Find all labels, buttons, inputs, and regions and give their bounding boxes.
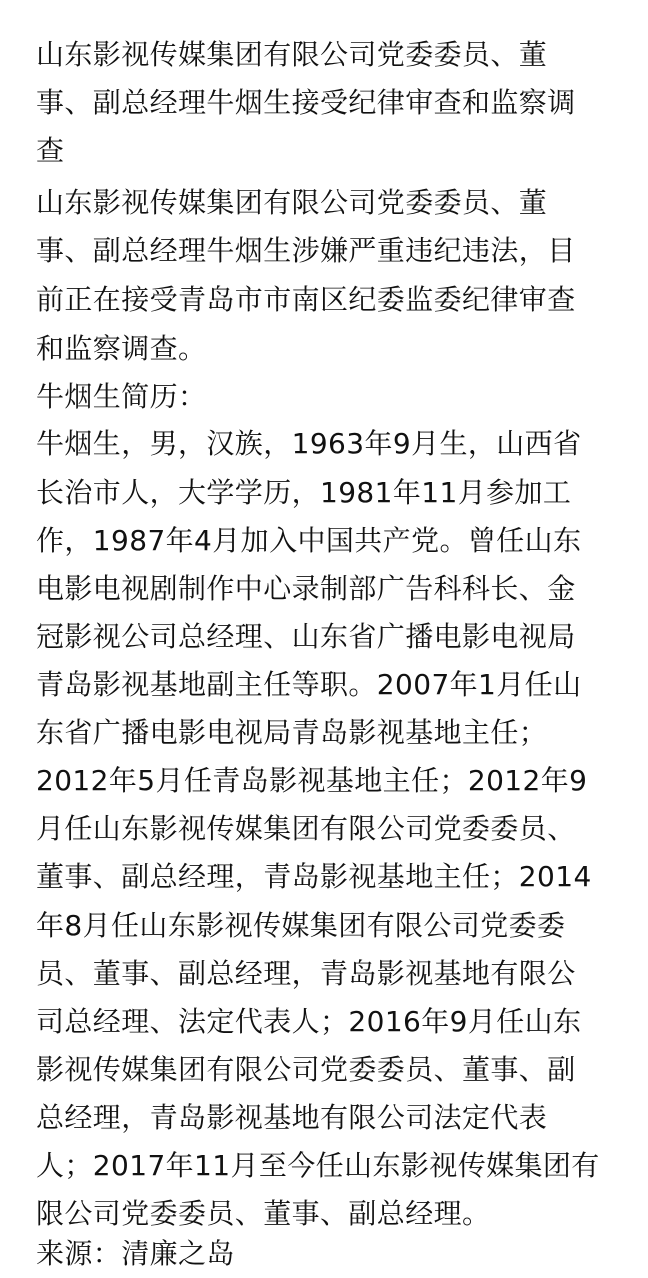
- bio-line: 员、董事、副总经理，青岛影视基地有限公: [36, 957, 576, 990]
- bio-line: 2012年5月任青岛影视基地主任；2012年9: [36, 764, 588, 797]
- bio-line: 限公司党委委员、董事、副总经理。: [36, 1197, 491, 1230]
- bio-line: 牛烟生，男，汉族，1963年9月生，山西省: [36, 427, 582, 460]
- title-line: 事、副总经理牛烟生接受纪律审查和监察调: [36, 86, 576, 119]
- bio-line: 长治市人，大学学历，1981年11月参加工: [36, 476, 572, 509]
- source-credit: 来源：清廉之岛: [36, 1237, 235, 1270]
- bio-line: 董事、副总经理，青岛影视基地主任；2014: [36, 860, 592, 893]
- bio-line: 影视传媒集团有限公司党委委员、董事、副: [36, 1053, 576, 1086]
- bio-line: 人；2017年11月至今任山东影视传媒集团有: [36, 1149, 600, 1182]
- bio-line: 月任山东影视传媒集团有限公司党委委员、: [36, 812, 576, 845]
- title-line: 山东影视传媒集团有限公司党委委员、董: [36, 38, 548, 71]
- bio-line: 司总经理、法定代表人；2016年9月任山东: [36, 1005, 582, 1038]
- bio-line: 年8月任山东影视传媒集团有限公司党委委: [36, 909, 566, 942]
- bio-line: 总经理，青岛影视基地有限公司法定代表: [36, 1101, 548, 1134]
- lead-line: 山东影视传媒集团有限公司党委委员、董: [36, 186, 548, 219]
- bio-line: 电影电视剧制作中心录制部广告科科长、金: [36, 572, 576, 605]
- lead-line: 前正在接受青岛市市南区纪委监委纪律审查: [36, 283, 576, 316]
- bio-heading: 牛烟生简历：: [36, 380, 207, 413]
- bio-line: 东省广播电影电视局青岛影视基地主任；: [36, 716, 548, 749]
- lead-line: 和监察调查。: [36, 332, 207, 365]
- title-line: 查: [36, 134, 65, 167]
- bio-line: 青岛影视基地副主任等职。2007年1月任山: [36, 668, 582, 701]
- bio-line: 冠影视公司总经理、山东省广播电影电视局: [36, 620, 576, 653]
- lead-line: 事、副总经理牛烟生涉嫌严重违纪违法，目: [36, 234, 576, 267]
- bio-line: 作，1987年4月加入中国共产党。曾任山东: [36, 524, 582, 557]
